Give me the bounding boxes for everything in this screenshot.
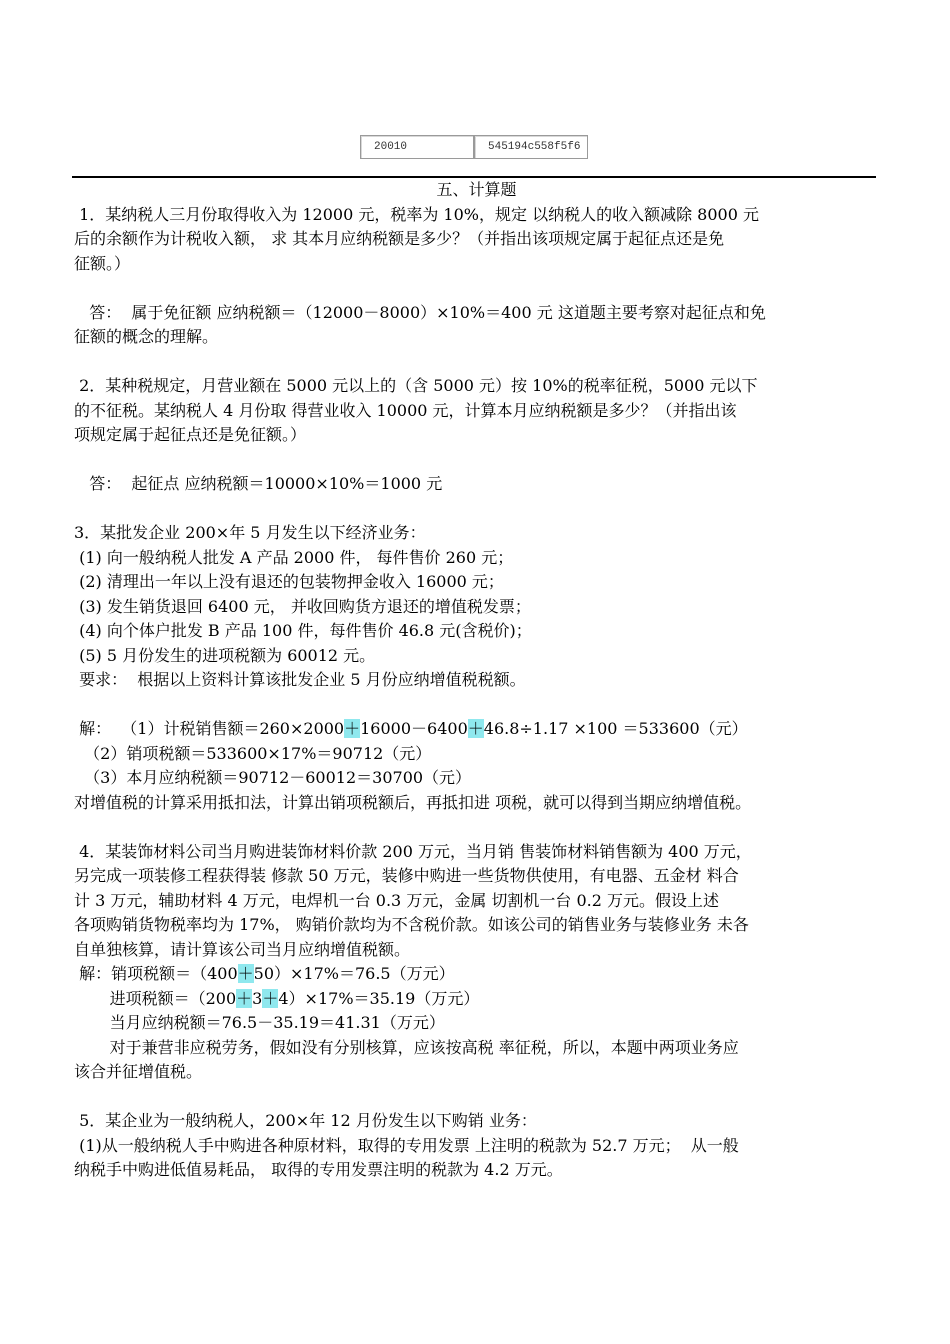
solution-text: 16000－6400 (360, 719, 468, 738)
question-item-line: (3) 发生销货退回 6400 元， 并收回购货方退还的增值税发票； (74, 596, 531, 616)
solution-note-line: 该合并征增值税。 (74, 1062, 203, 1081)
question-text-line: 2．某种税规定，月营业额在 5000 元以上的（含 5000 元）按 10%的税率征税，5000 元以下 (74, 376, 758, 395)
highlighted-plus: ＋ (344, 719, 361, 738)
solution-line (74, 717, 879, 742)
question-4 (74, 840, 879, 1085)
solution-text: 进项税额＝（200 (74, 988, 237, 1008)
document-body (74, 178, 879, 1183)
question-text-line: 征额。） (74, 253, 131, 273)
question-text-line: 3．某批发企业 200×年 5 月发生以下经济业务： (74, 523, 426, 542)
solution-line: 当月应纳税额＝76.5－35.19＝41.31（万元） (74, 1013, 445, 1032)
solution-text: 50）×17%＝76.5（万元） (253, 964, 455, 983)
answer-line: 征额的概念的理解。 (74, 327, 219, 346)
question-text-line: 各项购销货物税率均为 17%， 购销价款均为不含税价款。如该公司的销售业务与装修业务 未各 (74, 915, 749, 934)
question-item-line: (1) 向一般纳税人批发 A 产品 2000 件， 每件售价 260 元； (74, 547, 514, 567)
question-requirement-line: 要求： 根据以上资料计算该批发企业 5 月份应纳增值税税额。 (74, 670, 526, 689)
solution-line: （2）销项税额＝533600×17%＝90712（元） (74, 743, 432, 763)
header-id-box: 545194c558f5f6 (474, 135, 588, 159)
solution-line (74, 962, 879, 987)
solution-note-line: 对增值税的计算采用抵扣法，计算出销项税额后，再抵扣进 项税，就可以得到当期应纳增值税。 (74, 792, 752, 812)
solution-text: 46.8÷1.17 ×100 ＝533600（元） (483, 719, 748, 738)
answer-line: 答： 属于免征额 应纳税额＝（12000－8000）×10%＝400 元 这道题主要考察对起征点和免 (74, 302, 766, 322)
question-text-line: 5．某企业为一般纳税人，200×年 12 月份发生以下购销 业务： (74, 1111, 537, 1130)
question-1 (74, 203, 879, 350)
question-item-line: (4) 向个体户批发 B 产品 100 件，每件售价 46.8 元(含税价)； (74, 621, 532, 640)
question-text-line: 的不征税。某纳税人 4 月份取 得营业收入 10000 元，计算本月应纳税额是多少？（并指出该 (74, 400, 737, 420)
question-text-line: 后的余额作为计税收入额， 求 其本月应纳税额是多少？（并指出该项规定属于起征点还是免 (74, 229, 725, 248)
question-item-line: (2) 清理出一年以上没有退还的包装物押金收入 16000 元； (74, 572, 504, 591)
question-3 (74, 521, 879, 815)
question-2 (74, 374, 879, 497)
question-item-line: (5) 5 月份发生的进项税额为 60012 元。 (74, 645, 376, 665)
question-text-line: 项规定属于起征点还是免征额。） (74, 425, 307, 444)
header-code-box: 20010 (360, 135, 474, 159)
highlighted-plus: ＋ (262, 988, 279, 1008)
solution-note-line: 对于兼营非应税劳务，假如没有分别核算，应该按高税 率征税，所以，本题中两项业务应 (74, 1037, 739, 1057)
question-5 (74, 1109, 879, 1183)
question-item-line: 纳税手中购进低值易耗品， 取得的专用发票注明的税款为 4.2 万元。 (74, 1160, 563, 1179)
highlighted-plus: ＋ (237, 964, 254, 983)
question-text-line: 另完成一项装修工程获得装 修款 50 万元，装修中购进一些货物供使用，有电器、五金材 料合 (74, 866, 739, 885)
answer-line: 答： 起征点 应纳税额＝10000×10%＝1000 元 (74, 474, 443, 493)
highlighted-plus: ＋ (467, 719, 484, 738)
solution-text: 4）×17%＝35.19（万元） (278, 988, 480, 1008)
header-field-group (360, 135, 588, 159)
solution-line: （3）本月应纳税额＝90712－60012＝30700（元） (74, 768, 472, 787)
highlighted-plus: ＋ (236, 988, 253, 1008)
solution-line (74, 987, 879, 1012)
solution-text: 解： （1）计税销售额＝260×2000 (74, 719, 345, 738)
question-text-line: 自单独核算，请计算该公司当月应纳增值税额。 (74, 939, 411, 959)
question-text-line: 4．某装饰材料公司当月购进装饰材料价款 200 万元，当月销 售装饰材料销售额为 400 万元， (74, 841, 752, 861)
question-text-line: 计 3 万元，辅助材料 4 万元，电焊机一台 0.3 万元，金属 切割机一台 0.2 万元。假设上述 (74, 890, 720, 910)
section-title: 五、计算题 (436, 180, 517, 199)
solution-text: 解：销项税额＝（400 (74, 964, 238, 983)
solution-text: 3 (252, 988, 263, 1008)
question-text-line: 1．某纳税人三月份取得收入为 12000 元，税率为 10%，规定 以纳税人的收入额减除 8000 元 (74, 204, 759, 224)
question-item-line: (1)从一般纳税人手中购进各种原材料，取得的专用发票 上注明的税款为 52.7 万元； 从一般 (74, 1135, 739, 1155)
